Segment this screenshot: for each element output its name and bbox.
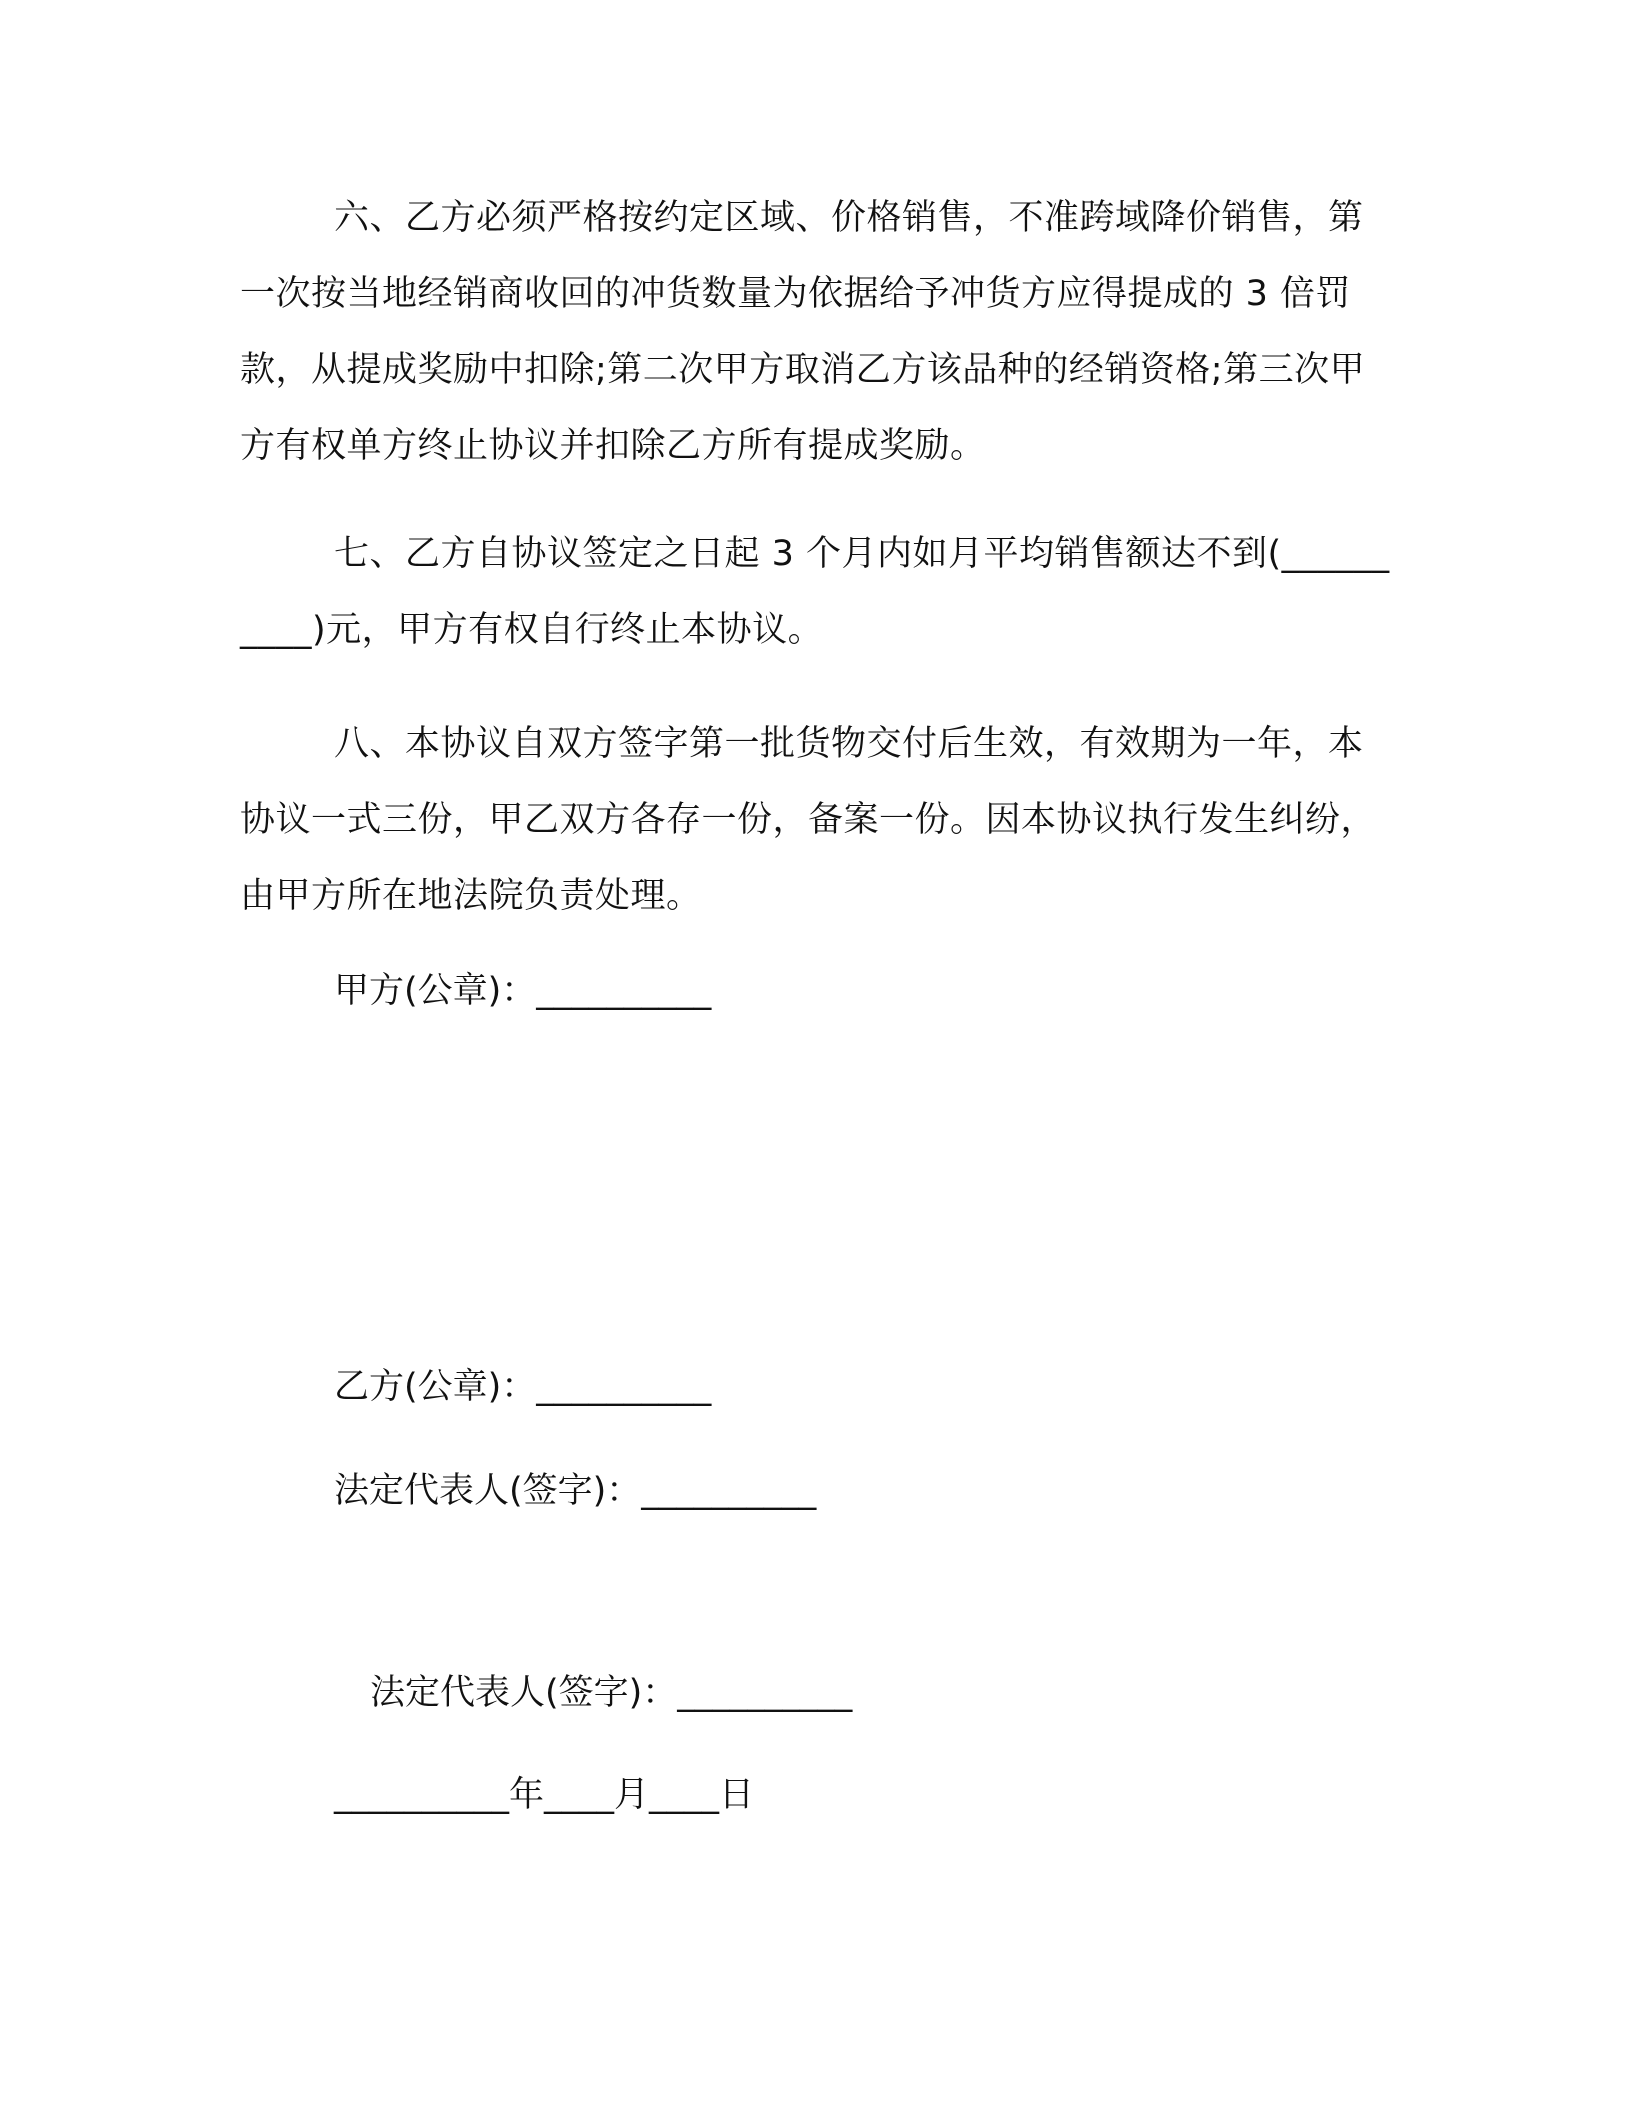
legal-representative-signature-line: 法定代表人(签字)：__________	[334, 1471, 817, 1511]
party-b-seal-line: 乙方(公章)：__________	[334, 1367, 712, 1407]
legal-representative-signature-line-2: 法定代表人(签字)：__________	[370, 1673, 853, 1713]
date-line: __________年____月____日	[334, 1775, 755, 1815]
clause-seven: 七、乙方自协议签定之日起 3 个月内如月平均销售额达不到(__________)元，甲方有权自行终止本协议。	[240, 534, 1390, 650]
clause-six: 六、乙方必须严格按约定区域、价格销售，不准跨域降价销售，第一次按当地经销商收回的冲货数量为依据给予冲货方应得提成的 3 倍罚款，从提成奖励中扣除;第二次甲方取消乙方该品种的经销资格;第三次甲方有权单方终止协议并扣除乙方所有提成奖励。	[240, 198, 1366, 466]
party-a-seal-line: 甲方(公章)：__________	[334, 971, 712, 1011]
clause-eight: 八、本协议自双方签字第一批货物交付后生效，有效期为一年，本协议一式三份，甲乙双方各存一份，备案一份。因本协议执行发生纠纷，由甲方所在地法院负责处理。	[240, 724, 1377, 916]
